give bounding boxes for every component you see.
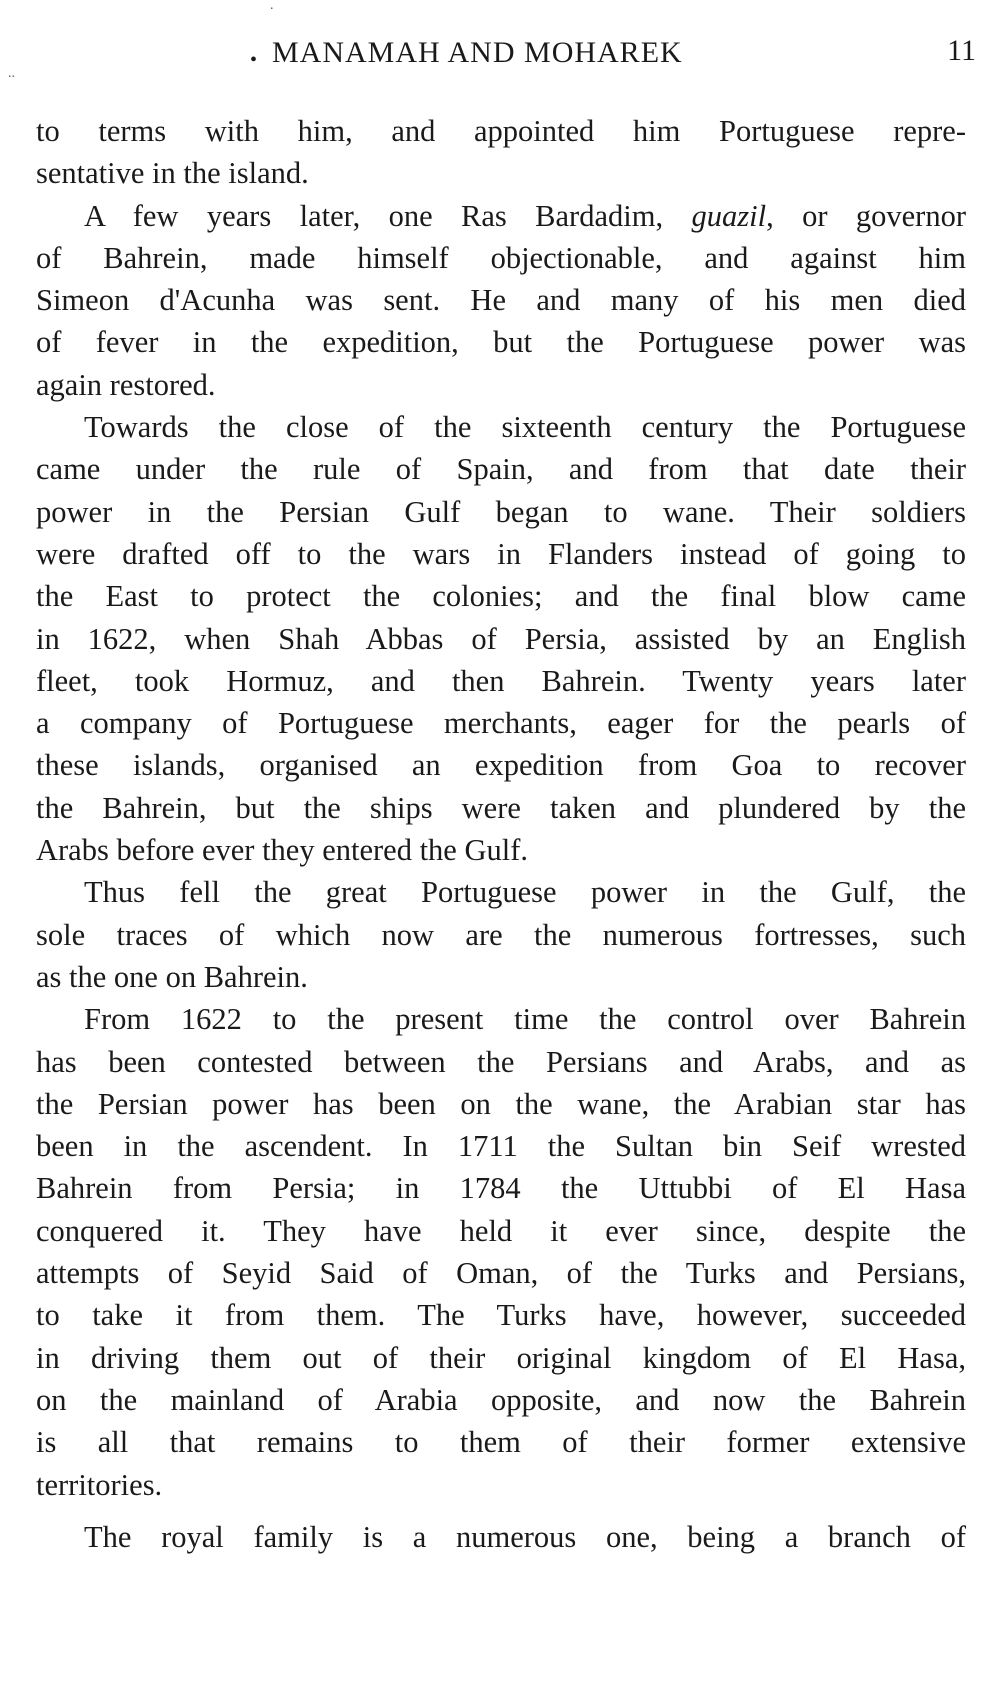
text-span: , or governor <box>766 198 966 233</box>
text-line: again restored. <box>36 367 216 402</box>
text-line: power in the Persian Gulf began to wane. Their soldiers <box>36 494 966 529</box>
page-number: 11 <box>947 34 976 67</box>
paragraph-gap <box>36 1506 966 1516</box>
text-line: these islands, organised an expedition from Goa to recover <box>36 748 966 783</box>
text-line: came under the rule of Spain, and from that date their <box>36 452 966 487</box>
page-header <box>0 28 1000 80</box>
paragraph <box>36 406 966 871</box>
text-line: the Persian power has been on the wane, the Arabian star has <box>36 1086 966 1121</box>
text-line: Towards the close of the sixteenth century the Portuguese <box>84 410 966 445</box>
text-line: of fever in the expedition, but the Portuguese power was <box>36 325 966 360</box>
text-line: has been contested between the Persians and Arabs, and as <box>36 1044 966 1079</box>
text-line: a company of Portuguese merchants, eager for the pearls of <box>36 706 966 741</box>
text-line: in driving them out of their original kingdom of El Hasa, <box>36 1340 966 1375</box>
text-line: Bahrein from Persia; in 1784 the Uttubbi of El Hasa <box>36 1171 966 1206</box>
running-title: MANAMAH AND MOHAREK <box>272 36 683 69</box>
text-line: the Bahrein, but the ships were taken and plundered by the <box>36 790 966 825</box>
text-line: Arabs before ever they entered the Gulf. <box>36 833 529 868</box>
text-line: the East to protect the colonies; and the final blow came <box>36 579 966 614</box>
header-bullet-mark: • <box>250 49 258 71</box>
paragraph <box>36 110 966 195</box>
italic-term: guazil <box>691 198 767 233</box>
text-line: were drafted off to the wars in Flanders instead of going to <box>36 536 966 571</box>
paragraph <box>36 1516 966 1558</box>
text-line: to take it from them. The Turks have, however, succeeded <box>36 1298 966 1333</box>
text-line: sole traces of which now are the numerous fortresses, such <box>36 917 966 952</box>
text-line: attempts of Seyid Said of Oman, of the Turks and Persians, <box>36 1256 966 1291</box>
text-line: conquered it. They have held it ever since, despite the <box>36 1213 966 1248</box>
text-line: been in the ascendent. In 1711 the Sultan bin Seif wrested <box>36 1129 966 1164</box>
text-line: The royal family is a numerous one, being a branch of <box>84 1519 966 1554</box>
text-line: Simeon d'Acunha was sent. He and many of his men died <box>36 283 966 318</box>
text-line: From 1622 to the present time the control over Bahrein <box>84 1002 966 1037</box>
paragraph <box>36 871 966 998</box>
text-line: is all that remains to them of their former extensive <box>36 1425 966 1460</box>
text-line: in 1622, when Shah Abbas of Persia, assisted by an English <box>36 621 966 656</box>
text-line <box>36 195 966 237</box>
text-line: sentative in the island. <box>36 156 309 191</box>
text-line: as the one on Bahrein. <box>36 959 308 994</box>
text-line: Thus fell the great Portuguese power in the Gulf, the <box>84 875 966 910</box>
text-span: A few years later, one Ras Bardadim, <box>84 198 692 233</box>
body-text <box>36 110 966 1558</box>
text-line: fleet, took Hormuz, and then Bahrein. Twenty years later <box>36 663 966 698</box>
text-line: on the mainland of Arabia opposite, and now the Bahrein <box>36 1382 966 1417</box>
stray-mark-top: . <box>270 0 274 13</box>
stray-mark-left: .. <box>8 66 15 81</box>
paragraph <box>36 998 966 1506</box>
text-line: to terms with him, and appointed him Portuguese repre- <box>36 114 966 148</box>
text-line: of Bahrein, made himself objectionable, and against him <box>36 240 966 275</box>
text-line: territories. <box>36 1467 163 1502</box>
paragraph <box>36 195 966 406</box>
